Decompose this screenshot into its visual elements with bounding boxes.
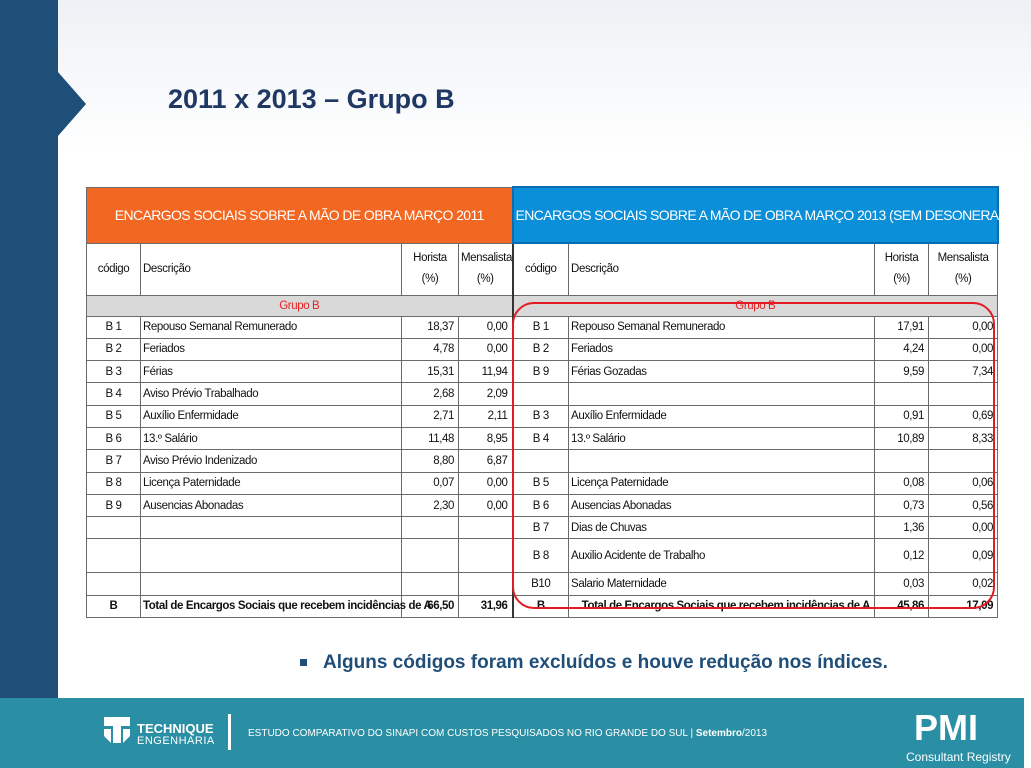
header-horista-label: Horista [413, 252, 447, 264]
cell-horista-2011: 2,30 [402, 494, 459, 516]
cell-desc-2013: Férias Gozadas [569, 361, 875, 383]
cell-code-2011 [87, 517, 141, 539]
footer-divider [228, 714, 231, 750]
cell-mensalista-2013: 0,00 [929, 316, 998, 338]
cell-mensalista-2013: 0,02 [929, 573, 998, 595]
group-label-2011: Grupo B [87, 295, 513, 316]
cell-desc-2013: Auxílio Enfermidade [569, 405, 875, 427]
cell-horista-2013: 0,03 [875, 573, 929, 595]
cell-code-2011: B 5 [87, 405, 141, 427]
cell-code-2013: B 7 [513, 517, 569, 539]
total-mensalista-2011: 31,96 [459, 595, 513, 617]
cell-code-2013: B 3 [513, 405, 569, 427]
logo-subname: ENGENHARIA [137, 735, 215, 747]
header-descricao-2011: Descrição [141, 243, 402, 295]
highlight-outline [512, 302, 995, 609]
cell-code-2013: B 9 [513, 361, 569, 383]
cell-desc-2011 [141, 539, 402, 573]
cell-code-2013: B10 [513, 573, 569, 595]
cell-horista-2011: 2,68 [402, 383, 459, 405]
pmi-subtitle: Consultant Registry [906, 750, 1011, 764]
cell-code-2013: B 1 [513, 316, 569, 338]
header-horista-2013 [875, 243, 929, 295]
cell-horista-2013: 10,89 [875, 427, 929, 449]
cell-desc-2011 [141, 517, 402, 539]
cell-mensalista-2011: 0,00 [459, 494, 513, 516]
cell-desc-2013: Dias de Chuvas [569, 517, 875, 539]
cell-code-2011 [87, 539, 141, 573]
cell-horista-2013: 0,73 [875, 494, 929, 516]
footer-caption-month: Setembro [695, 728, 742, 739]
footer-bar [0, 698, 1024, 768]
cell-code-2011: B 8 [87, 472, 141, 494]
cell-horista-2011: 4,78 [402, 338, 459, 360]
cell-mensalista-2011 [459, 573, 513, 595]
cell-horista-2011 [402, 573, 459, 595]
group-label-2013: Grupo B [513, 295, 998, 316]
cell-horista-2013: 1,36 [875, 517, 929, 539]
footer-caption [248, 728, 767, 739]
cell-horista-2013: 4,24 [875, 338, 929, 360]
header-codigo-2011: código [87, 243, 141, 295]
cell-code-2011: B 1 [87, 316, 141, 338]
cell-horista-2011: 11,48 [402, 427, 459, 449]
cell-desc-2011: Aviso Prévio Indenizado [141, 450, 402, 472]
cell-mensalista-2011: 8,95 [459, 427, 513, 449]
cell-code-2011: B 9 [87, 494, 141, 516]
cell-horista-2013: 0,12 [875, 539, 929, 573]
logo-name: TECHNIQUE [137, 721, 214, 736]
total-desc-2011: Total de Encargos Sociais que recebem incidências de A [141, 595, 402, 617]
cell-mensalista-2011: 0,00 [459, 338, 513, 360]
cell-horista-2013: 0,91 [875, 405, 929, 427]
cell-mensalista-2013: 0,69 [929, 405, 998, 427]
cell-mensalista-2011 [459, 539, 513, 573]
cell-desc-2011: 13.º Salário [141, 427, 402, 449]
cell-horista-2011: 8,80 [402, 450, 459, 472]
header-horista-label: Horista [884, 252, 919, 265]
cell-code-2013: B 2 [513, 338, 569, 360]
cell-code-2011 [87, 573, 141, 595]
cell-code-2011: B 6 [87, 427, 141, 449]
cell-code-2013: B 8 [513, 539, 569, 573]
cell-desc-2013: Salario Maternidade [569, 573, 875, 595]
cell-mensalista-2013: 0,00 [929, 517, 998, 539]
cell-mensalista-2013: 7,34 [929, 361, 998, 383]
total-desc-2013: Total de Encargos Sociais que recebem incidências de A [569, 595, 875, 617]
cell-horista-2011: 15,31 [402, 361, 459, 383]
header-horista-unit: (%) [421, 273, 439, 285]
total-horista-2011: 66,50 [402, 595, 459, 617]
cell-mensalista-2013: 0,09 [929, 539, 998, 573]
cell-code-2013: B 4 [513, 427, 569, 449]
cell-horista-2013: 0,08 [875, 472, 929, 494]
cell-mensalista-2013: 8,33 [929, 427, 998, 449]
total-code-2013: B [513, 595, 569, 617]
technique-logo-icon [104, 717, 130, 743]
cell-code-2013: B 5 [513, 472, 569, 494]
cell-code-2011: B 7 [87, 450, 141, 472]
cell-desc-2013: Ausencias Abonadas [569, 494, 875, 516]
header-horista-unit: (%) [893, 273, 910, 286]
cell-horista-2013: 9,59 [875, 361, 929, 383]
cell-mensalista-2011: 11,94 [459, 361, 513, 383]
cell-desc-2011: Aviso Prévio Trabalhado [141, 383, 402, 405]
table-title-2011: ENCARGOS SOCIAIS SOBRE A MÃO DE OBRA MARÇO 2011 [87, 187, 513, 243]
cell-desc-2011: Repouso Semanal Remunerado [141, 316, 402, 338]
slide-title: 2011 x 2013 – Grupo B [168, 84, 455, 114]
cell-desc-2011 [141, 573, 402, 595]
total-mensalista-2013: 17,09 [929, 595, 998, 617]
total-code-2011: B [87, 595, 141, 617]
pmi-mark: PMI [914, 707, 979, 748]
cell-horista-2011: 0,07 [402, 472, 459, 494]
header-descricao-2013: Descrição [569, 243, 875, 295]
cell-code-2011: B 2 [87, 338, 141, 360]
cell-desc-2013: Auxilio Acidente de Trabalho [569, 539, 875, 573]
cell-mensalista-2013: 0,00 [929, 338, 998, 360]
bullet-text: Alguns códigos foram excluídos e houve redução nos índices. [323, 652, 888, 673]
header-mensalista-label: Mensalista [937, 252, 989, 265]
cell-mensalista-2011: 2,11 [459, 405, 513, 427]
table-title-2013: ENCARGOS SOCIAIS SOBRE A MÃO DE OBRA MARÇO 2013 (SEM DESONERAÇÃO) [513, 187, 998, 243]
header-mensalista-unit: (%) [954, 273, 972, 286]
cell-code-2013: B 6 [513, 494, 569, 516]
header-mensalista-2011 [459, 243, 513, 295]
cell-horista-2011 [402, 539, 459, 573]
footer-caption-year: /2013 [741, 728, 768, 739]
cell-horista-2011 [402, 517, 459, 539]
sidebar-band [0, 0, 58, 698]
footer-caption-main: ESTUDO COMPARATIVO DO SINAPI COM CUSTOS PESQUISADOS NO RIO GRANDE DO SUL | [248, 728, 696, 739]
pmi-logo-icon [914, 706, 984, 746]
cell-desc-2011: Licença Paternidade [141, 472, 402, 494]
cell-mensalista-2011 [459, 517, 513, 539]
header-horista-2011 [402, 243, 459, 295]
cell-horista-2013: 17,91 [875, 316, 929, 338]
cell-desc-2013: Feriados [569, 338, 875, 360]
header-mensalista-unit: (%) [476, 273, 494, 285]
cell-mensalista-2011: 0,00 [459, 316, 513, 338]
cell-mensalista-2011: 2,09 [459, 383, 513, 405]
cell-mensalista-2013: 0,56 [929, 494, 998, 516]
bullet-square-icon [300, 659, 307, 666]
cell-desc-2013: Repouso Semanal Remunerado [569, 316, 875, 338]
cell-desc-2013: 13.º Salário [569, 427, 875, 449]
cell-mensalista-2011: 6,87 [459, 450, 513, 472]
cell-desc-2013: Licença Paternidade [569, 472, 875, 494]
cell-horista-2011: 2,71 [402, 405, 459, 427]
header-codigo-2013: código [513, 243, 569, 295]
cell-desc-2011: Ausencias Abonadas [141, 494, 402, 516]
cell-mensalista-2013: 0,06 [929, 472, 998, 494]
total-horista-2013: 45,86 [875, 595, 929, 617]
cell-horista-2011: 18,37 [402, 316, 459, 338]
cell-desc-2011: Feriados [141, 338, 402, 360]
header-mensalista-2013 [929, 243, 998, 295]
bullet-note [300, 652, 888, 674]
cell-desc-2011: Auxílio Enfermidade [141, 405, 402, 427]
cell-mensalista-2011: 0,00 [459, 472, 513, 494]
sidebar-arrow [58, 72, 86, 136]
header-mensalista-label: Mensalista [461, 252, 512, 264]
cell-desc-2011: Férias [141, 361, 402, 383]
cell-code-2011: B 3 [87, 361, 141, 383]
cell-code-2011: B 4 [87, 383, 141, 405]
